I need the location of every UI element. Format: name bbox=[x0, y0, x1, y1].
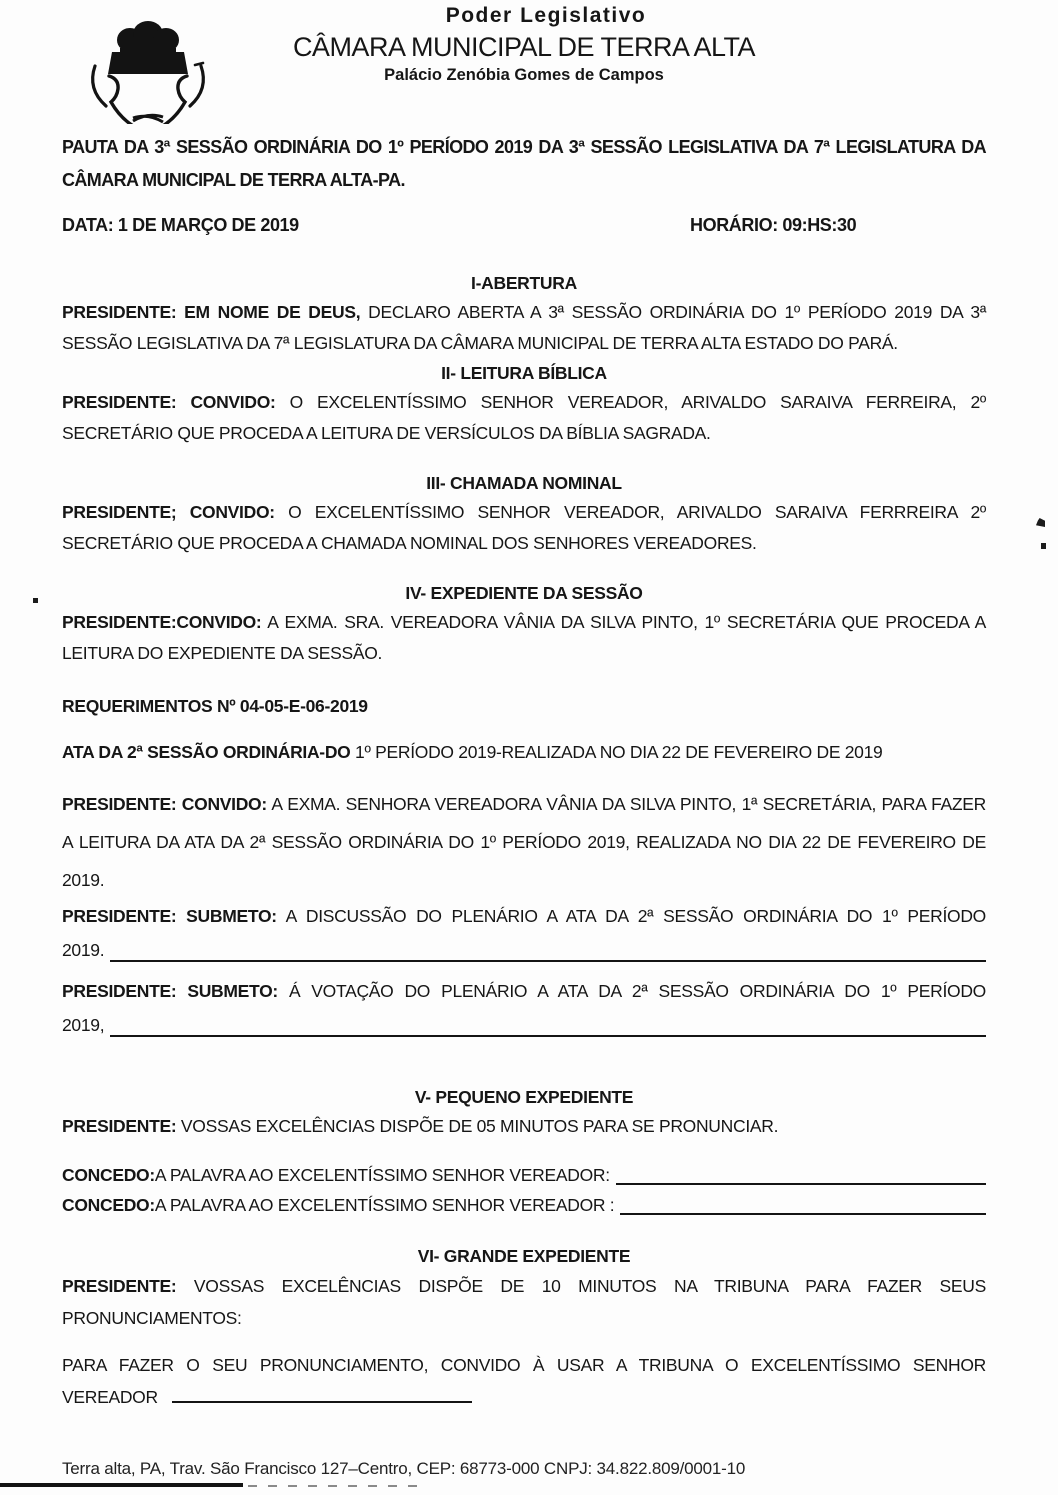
paragraph-lead: PRESIDENTE: CONVIDO: bbox=[62, 794, 267, 814]
paragraph-body: VOSSAS EXCELÊNCIAS DISPÕE DE 05 MINUTOS PARA SE PRONUNCIAR. bbox=[176, 1116, 779, 1136]
document-header bbox=[62, 0, 986, 124]
paragraph-body: A EXMA. SENHORA VEREADORA VÂNIA DA SILVA PINTO, 1ª SECRETÁRIA, PARA FAZER A LEITURA DA ATA DA 2ª SESSÃO ORDINÁRIA DO 1º PERÍODO 2019, REALIZADA NO DIA 22 DE FEVEREIRO DE 2019. bbox=[62, 794, 986, 890]
blank-line-field bbox=[172, 1384, 472, 1404]
paragraph-body: A DISCUSSÃO DO PLENÁRIO A ATA DA 2ª SESSÃO ORDINÁRIA DO 1º PERÍODO bbox=[276, 906, 986, 926]
paragraph-body: 1º PERÍODO 2019-REALIZADA NO DIA 22 DE FEVEREIRO DE 2019 bbox=[350, 742, 883, 762]
blank-line-field bbox=[110, 933, 986, 962]
paragraph-ata bbox=[62, 737, 986, 768]
paragraph-lead: PRESIDENTE:CONVIDO: bbox=[62, 612, 262, 632]
section-heading-expediente-sessao: IV- EXPEDIENTE DA SESSÃO bbox=[405, 583, 643, 603]
session-date: DATA: 1 DE MARÇO DE 2019 bbox=[62, 215, 299, 235]
paragraph-submeto-discussao bbox=[62, 899, 986, 933]
paragraph-ata-leitura bbox=[62, 785, 986, 899]
section-heading-leitura-biblica: II- LEITURA BÍBLICA bbox=[441, 363, 607, 383]
paragraph-chamada-nominal bbox=[62, 497, 986, 559]
paragraph-lead: PRESIDENTE: SUBMETO: bbox=[62, 981, 278, 1001]
paragraph-body: VOSSAS EXCELÊNCIAS DISPÕE DE 10 MINUTOS NA TRIBUNA PARA FAZER SEUS PRONUNCIAMENTOS: bbox=[62, 1276, 986, 1328]
paragraph-leitura-biblica bbox=[62, 387, 986, 449]
document-content bbox=[62, 0, 986, 1495]
paragraph-body: DECLARO ABERTA A 3ª SESSÃO ORDINÁRIA DO 1º PERÍODO 2019 DA 3ª SESSÃO LEGISLATIVA DA 7ª LEGISLATURA DA CÂMARA MUNICIPAL DE TERRA ALTA ESTADO DO PARÁ. bbox=[62, 302, 987, 353]
section-heading-pequeno-expediente: V- PEQUENO EXPEDIENTE bbox=[414, 1087, 634, 1107]
blank-field-row bbox=[62, 1008, 986, 1042]
blank-line-field bbox=[616, 1160, 986, 1185]
paragraph-expediente-sessao bbox=[62, 607, 986, 669]
paragraph-body: A PALAVRA AO EXCELENTÍSSIMO SENHOR VEREADOR: bbox=[154, 1165, 610, 1185]
paragraph-lead: ATA DA 2ª SESSÃO ORDINÁRIA-DO bbox=[62, 742, 351, 762]
paragraph-lead: PRESIDENTE: SUBMETO: bbox=[62, 906, 277, 926]
header-branch-label: Poder Legislativo bbox=[445, 4, 647, 27]
paragraph-lead: PRESIDENTE: bbox=[62, 1116, 177, 1136]
section-heading-abertura: I-ABERTURA bbox=[471, 273, 577, 293]
paragraph-body: A PALAVRA AO EXCELENTÍSSIMO SENHOR VEREADOR : bbox=[154, 1195, 615, 1215]
submeto-discussao-block bbox=[62, 899, 986, 967]
paragraph-lead: PRESIDENTE; CONVIDO: bbox=[62, 502, 275, 522]
scan-bottom-rule bbox=[0, 1483, 243, 1487]
section-heading-chamada-nominal: III- CHAMADA NOMINAL bbox=[426, 473, 622, 493]
blank-field-row bbox=[62, 933, 986, 967]
document-title: PAUTA DA 3ª SESSÃO ORDINÁRIA DO 1º PERÍODO 2019 DA 3ª SESSÃO LEGISLATIVA DA 7ª LEGISLATURA DA CÂMARA MUNICIPAL DE TERRA ALTA-PA. bbox=[62, 137, 986, 190]
field-prefix: 2019. bbox=[62, 940, 105, 960]
paragraph-lead: CONCEDO: bbox=[62, 1195, 155, 1215]
paragraph-pronunciamento bbox=[62, 1349, 986, 1413]
paragraph-body: Á VOTAÇÃO DO PLENÁRIO A ATA DA 2ª SESSÃO ORDINÁRIA DO 1º PERÍODO bbox=[277, 981, 986, 1001]
session-time: HORÁRIO: 09:HS:30 bbox=[690, 215, 857, 235]
blank-line-field bbox=[110, 1008, 986, 1037]
session-meta bbox=[62, 215, 986, 241]
paragraph-body: O EXCELENTÍSSIMO SENHOR VEREADOR, ARIVALDO SARAIVA FERREIRA, 2º SECRETÁRIO QUE PROCEDA A LEITURA DE VERSÍCULOS DA BÍBLIA SAGRADA. bbox=[62, 392, 986, 443]
paragraph-body: PARA FAZER O SEU PRONUNCIAMENTO, CONVIDO À USAR A TRIBUNA O EXCELENTÍSSIMO SENHOR VEREADOR bbox=[62, 1355, 986, 1407]
header-org-name: CÂMARA MUNICIPAL DE TERRA ALTA bbox=[292, 32, 756, 62]
scan-bottom-rule-dashes bbox=[248, 1485, 423, 1487]
paragraph-pequeno-expediente bbox=[62, 1111, 986, 1142]
scan-artifact-mark bbox=[1041, 543, 1046, 549]
paragraph-body: A EXMA. SRA. VEREADORA VÂNIA DA SILVA PINTO, 1º SECRETÁRIA QUE PROCEDA A LEITURA DO EXPEDIENTE DA SESSÃO. bbox=[62, 612, 986, 663]
paragraph-lead: PRESIDENTE: bbox=[62, 1276, 177, 1296]
submeto-votacao-block bbox=[62, 974, 986, 1042]
paragraph-lead: PRESIDENTE: CONVIDO: bbox=[62, 392, 276, 412]
concedo-row-1 bbox=[62, 1160, 986, 1190]
paragraph-grande-expediente bbox=[62, 1270, 986, 1334]
concedo-row-2 bbox=[62, 1190, 986, 1220]
paragraph-lead: PRESIDENTE: EM NOME DE DEUS, bbox=[62, 302, 361, 322]
header-palace-name: Palácio Zenóbia Gomes de Campos bbox=[384, 66, 664, 84]
footer-address: Terra alta, PA, Trav. São Francisco 127–Centro, CEP: 68773-000 CNPJ: 34.822.809/0001-10 bbox=[62, 1459, 746, 1478]
paragraph-submeto-votacao bbox=[62, 974, 986, 1008]
field-prefix: 2019, bbox=[62, 1015, 105, 1035]
paragraph-lead: CONCEDO: bbox=[62, 1165, 155, 1185]
paragraph-body: O EXCELENTÍSSIMO SENHOR VEREADOR, ARIVALDO SARAIVA FERRREIRA 2º SECRETÁRIO QUE PROCEDA A CHAMADA NOMINAL DOS SENHORES VEREADORES. bbox=[62, 502, 986, 553]
scan-artifact-mark bbox=[1036, 518, 1045, 527]
paragraph-abertura bbox=[62, 297, 986, 359]
requerimentos-line: REQUERIMENTOS Nº 04-05-E-06-2019 bbox=[62, 696, 368, 716]
blank-line-field bbox=[620, 1190, 986, 1215]
scan-artifact-dot bbox=[33, 598, 38, 603]
section-heading-grande-expediente: VI- GRANDE EXPEDIENTE bbox=[417, 1246, 631, 1266]
